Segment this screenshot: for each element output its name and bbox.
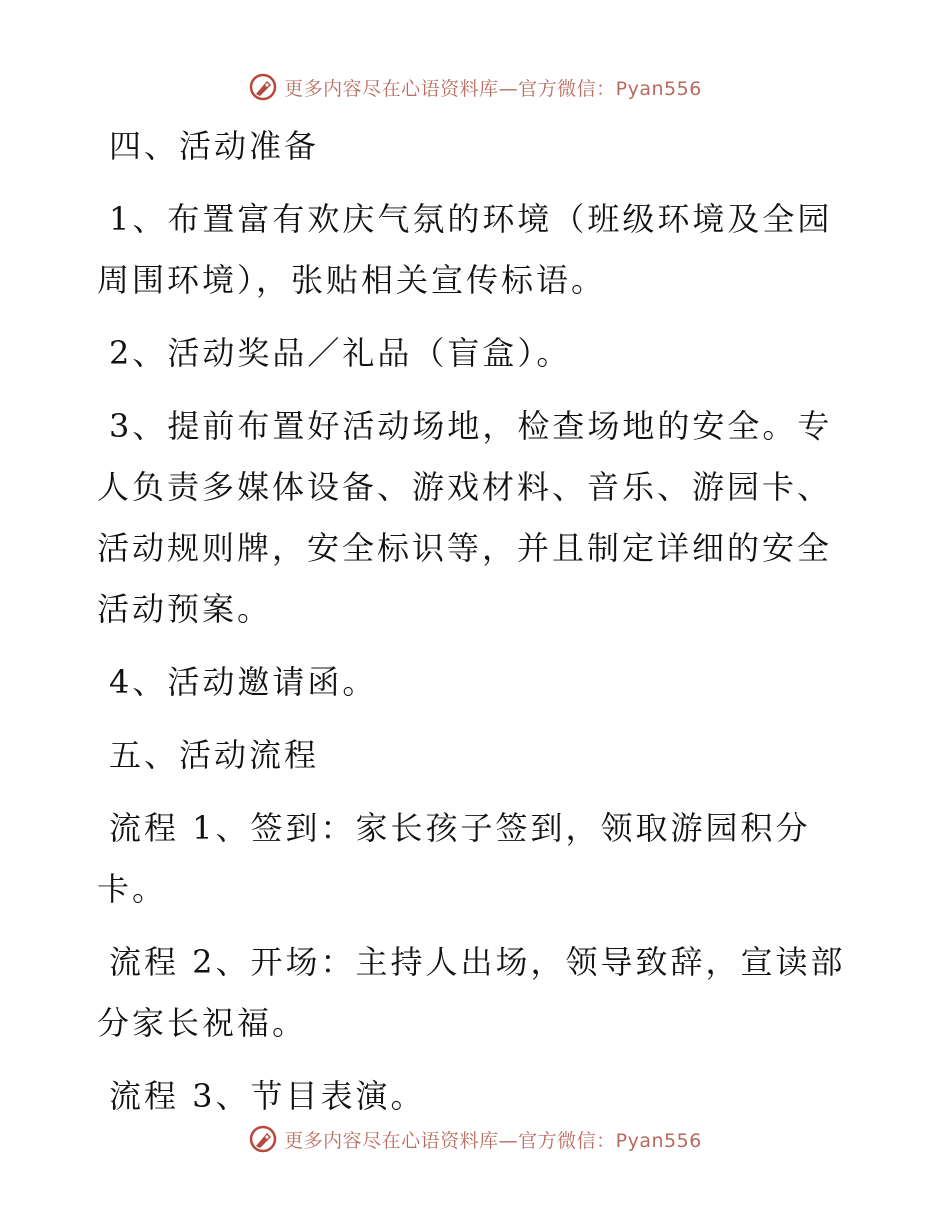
- footer-watermark: [0, 1124, 950, 1154]
- section-heading: 四、活动准备: [109, 127, 320, 165]
- list-item: 流程 1、签到：家长孩子签到，领取游园积分卡。: [97, 809, 811, 908]
- watermark-text: 更多内容尽在心语资料库—官方微信：Pyan556: [284, 1129, 702, 1152]
- document-body: [97, 116, 857, 1139]
- header-watermark: [0, 72, 950, 102]
- list-item: 2、活动奖品／礼品（盲盒）。: [109, 334, 572, 372]
- watermark-text: 更多内容尽在心语资料库—官方微信：Pyan556: [284, 77, 702, 100]
- list-item: 4、活动邀请函。: [109, 663, 378, 701]
- list-item: 3、提前布置好活动场地，检查场地的安全。专人负责多媒体设备、游戏材料、音乐、游园卡、活动规则牌，安全标识等，并且制定详细的安全活动预案。: [97, 407, 833, 628]
- pen-nib-circle-icon: [248, 72, 278, 102]
- list-item: 流程 3、节目表演。: [109, 1077, 426, 1115]
- pen-nib-circle-icon: [248, 1124, 278, 1154]
- list-item: 流程 2、开场：主持人出场，领导致辞，宣读部分家长祝福。: [97, 943, 846, 1042]
- section-heading: 五、活动流程: [109, 736, 320, 774]
- list-item: 1、布置富有欢庆气氛的环境（班级环境及全园周围环境），张贴相关宣传标语。: [97, 200, 833, 299]
